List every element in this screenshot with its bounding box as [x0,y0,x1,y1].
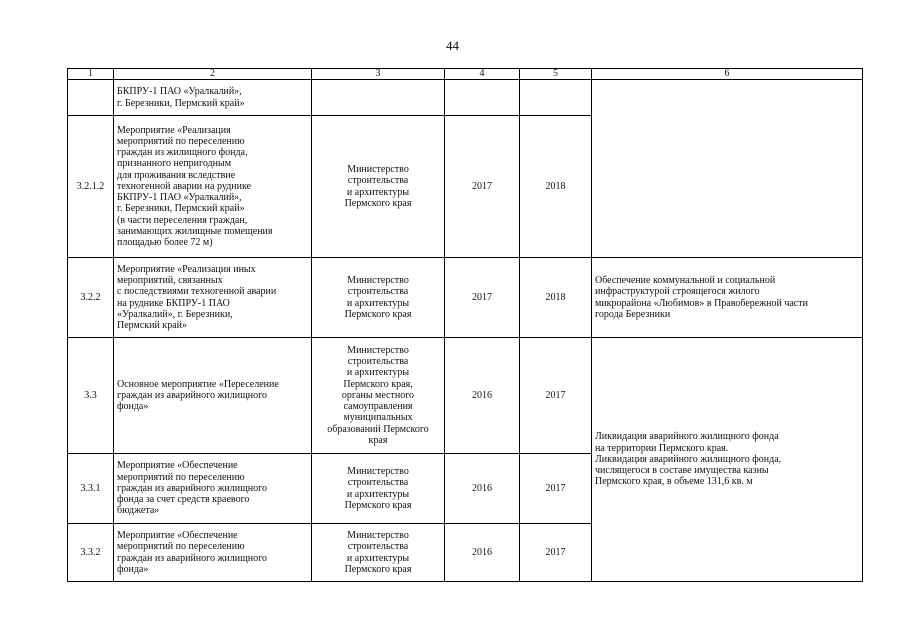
table-row [68,80,863,116]
header-cell: 5 [520,69,592,80]
end-year: 2017 [520,454,592,524]
executor [312,80,445,116]
row-number: 3.2.1.2 [68,116,114,258]
header-cell: 1 [68,69,114,80]
header-cell: 4 [445,69,520,80]
table-row [68,338,863,454]
start-year [445,80,520,116]
measure-title: Мероприятие «Обеспечение мероприятий по переселению граждан из аварийного жилищного фонда» [114,524,312,582]
table-row [68,258,863,338]
header-cell: 3 [312,69,445,80]
end-year: 2018 [520,258,592,338]
header-cell: 6 [592,69,863,80]
end-year: 2018 [520,116,592,258]
executor: Министерство строительства и архитектуры Пермского края, органы местного самоуправления муниципальных образований Пермского края [312,338,445,454]
row-number: 3.3.2 [68,524,114,582]
start-year: 2017 [445,258,520,338]
expected-result [592,80,863,258]
page-number: 44 [446,38,459,53]
start-year: 2017 [445,116,520,258]
expected-result: Ликвидация аварийного жилищного фонда на территории Пермского края. Ликвидация аварийного жилищного фонда, числящегося в составе имущества казны Пермского края, в объеме 131,6 кв. м [592,338,863,582]
measure-title: БКПРУ-1 ПАО «Уралкалий», г. Березники, Пермский край» [114,80,312,116]
header-cell: 2 [114,69,312,80]
measure-title: Мероприятие «Реализация иных мероприятий, связанных с последствиями техногенной аварии на руднике БКПРУ-1 ПАО «Уралкалий», г. Березники, Пермский край» [114,258,312,338]
executor: Министерство строительства и архитектуры Пермского края [312,258,445,338]
table-header-row [68,69,863,80]
measure-title: Основное мероприятие «Переселение граждан из аварийного жилищного фонда» [114,338,312,454]
row-number: 3.3.1 [68,454,114,524]
measure-title: Мероприятие «Обеспечение мероприятий по переселению граждан из аварийного жилищного фонда за счет средств краевого бюджета» [114,454,312,524]
start-year: 2016 [445,454,520,524]
measures-table [67,68,863,582]
end-year [520,80,592,116]
end-year: 2017 [520,338,592,454]
row-number: 3.2.2 [68,258,114,338]
executor: Министерство строительства и архитектуры Пермского края [312,454,445,524]
start-year: 2016 [445,338,520,454]
row-number: 3.3 [68,338,114,454]
expected-result: Обеспечение коммунальной и социальной инфраструктурой строящегося жилого микрорайона «Любимов» в Правобережной части города Березники [592,258,863,338]
end-year: 2017 [520,524,592,582]
executor: Министерство строительства и архитектуры Пермского края [312,116,445,258]
measure-title: Мероприятие «Реализация мероприятий по переселению граждан из жилищного фонда, признанного непригодным для проживания вследствие техногенной аварии на руднике БКПРУ-1 ПАО «Уралкалий», г. Березники, Пермский край» (в части переселения граждан, занимающих жилищные помещения площадью более 72 м) [114,116,312,258]
executor: Министерство строительства и архитектуры Пермского края [312,524,445,582]
row-number [68,80,114,116]
start-year: 2016 [445,524,520,582]
